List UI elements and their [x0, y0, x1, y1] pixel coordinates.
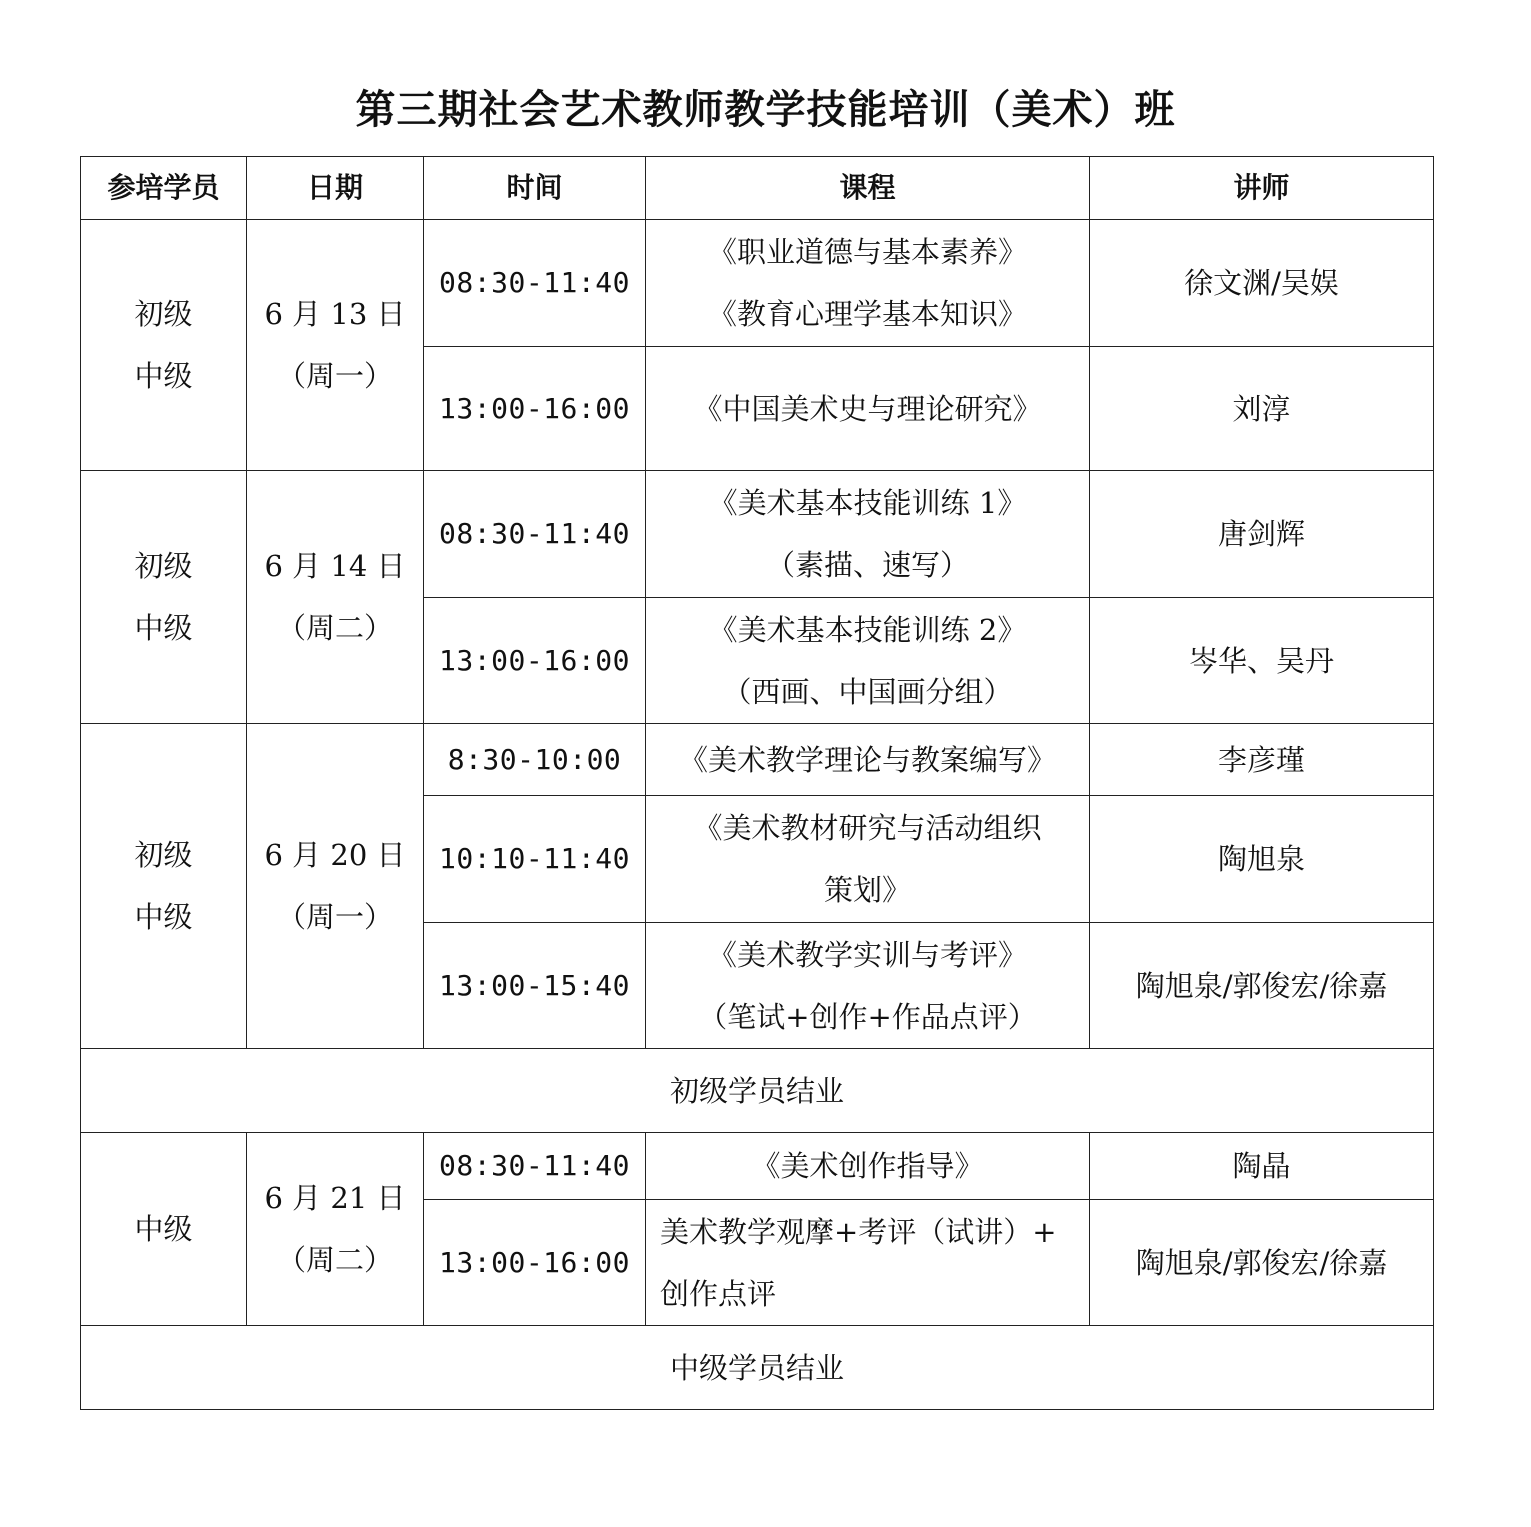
lecturer-cell: 岑华、吴丹: [1090, 598, 1434, 724]
time-cell: 13:00-16:00: [424, 347, 646, 471]
course-cell: 《美术基本技能训练 1》 （素描、速写）: [646, 471, 1090, 598]
students-cell: 初级 中级: [81, 220, 247, 471]
graduation-row-primary: [81, 1049, 1434, 1133]
time-cell: 08:30-11:40: [424, 220, 646, 347]
course-cell: 《美术教材研究与活动组织 策划》: [646, 796, 1090, 923]
course-cell: 《美术教学理论与教案编写》: [646, 724, 1090, 796]
table-row: [81, 220, 1434, 347]
lecturer-cell: 唐剑辉: [1090, 471, 1434, 598]
table-row: [81, 724, 1434, 796]
graduation-intermediate-cell: 中级学员结业: [81, 1326, 1434, 1410]
graduation-primary-cell: 初级学员结业: [81, 1049, 1434, 1133]
time-cell: 08:30-11:40: [424, 471, 646, 598]
lecturer-cell: 陶旭泉/郭俊宏/徐嘉: [1090, 1200, 1434, 1326]
time-cell: 13:00-15:40: [424, 923, 646, 1049]
header-course: 课程: [646, 157, 1090, 220]
table-row: [81, 471, 1434, 598]
course-cell: 《美术创作指导》: [646, 1133, 1090, 1200]
time-cell: 8:30-10:00: [424, 724, 646, 796]
time-cell: 13:00-16:00: [424, 1200, 646, 1326]
lecturer-cell: 刘淳: [1090, 347, 1434, 471]
lecturer-cell: 陶旭泉/郭俊宏/徐嘉: [1090, 923, 1434, 1049]
date-cell: 6 月 13 日 （周一）: [247, 220, 424, 471]
time-cell: 10:10-11:40: [424, 796, 646, 923]
date-cell: 6 月 20 日 （周一）: [247, 724, 424, 1049]
students-cell: 中级: [81, 1133, 247, 1326]
students-cell: 初级 中级: [81, 471, 247, 724]
lecturer-cell: 徐文渊/吴娱: [1090, 220, 1434, 347]
course-cell: 《职业道德与基本素养》 《教育心理学基本知识》: [646, 220, 1090, 347]
lecturer-cell: 陶晶: [1090, 1133, 1434, 1200]
course-cell: 《美术基本技能训练 2》 （西画、中国画分组）: [646, 598, 1090, 724]
header-students: 参培学员: [81, 157, 247, 220]
course-cell: 美术教学观摩+考评（试讲）+ 创作点评: [646, 1200, 1090, 1326]
date-cell: 6 月 21 日 （周二）: [247, 1133, 424, 1326]
header-lecturer: 讲师: [1090, 157, 1434, 220]
page-title: 第三期社会艺术教师教学技能培训（美术）班: [355, 87, 1176, 133]
lecturer-cell: 陶旭泉: [1090, 796, 1434, 923]
date-cell: 6 月 14 日 （周二）: [247, 471, 424, 724]
graduation-row-intermediate: [81, 1326, 1434, 1410]
lecturer-cell: 李彦瑾: [1090, 724, 1434, 796]
course-cell: 《中国美术史与理论研究》: [646, 347, 1090, 471]
schedule-table: [80, 156, 1434, 1410]
students-cell: 初级 中级: [81, 724, 247, 1049]
header-row: [81, 157, 1434, 220]
time-cell: 08:30-11:40: [424, 1133, 646, 1200]
course-cell: 《美术教学实训与考评》 （笔试+创作+作品点评）: [646, 923, 1090, 1049]
header-time: 时间: [424, 157, 646, 220]
table-row: [81, 1133, 1434, 1200]
time-cell: 13:00-16:00: [424, 598, 646, 724]
header-date: 日期: [247, 157, 424, 220]
